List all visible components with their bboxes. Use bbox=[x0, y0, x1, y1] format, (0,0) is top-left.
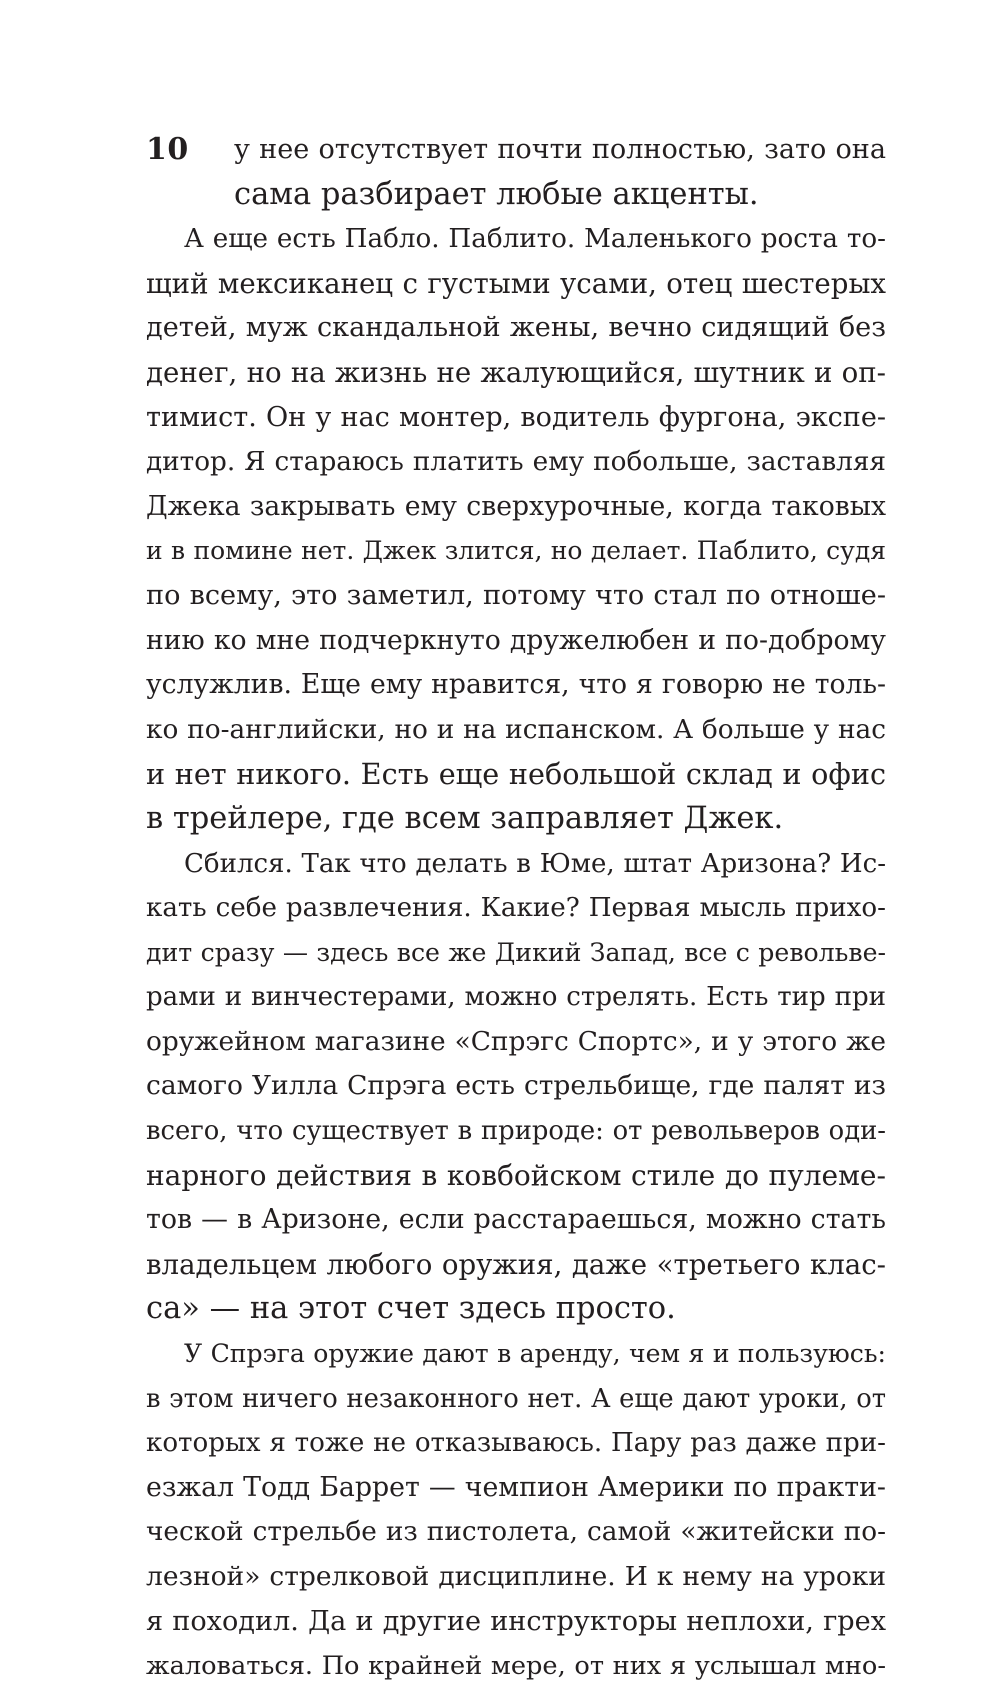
text-line: Сбился. Так что делать в Юме, штат Аризона? Ис- bbox=[184, 848, 886, 879]
page-number: 10 bbox=[146, 132, 189, 167]
text-line: ко по-английски, но и на испанском. А больше у нас bbox=[146, 714, 886, 745]
text-line: нию ко мне подчеркнуто дружелюбен и по-доброму bbox=[146, 624, 886, 656]
text-line: владельцем любого оружия, даже «третьего клас- bbox=[146, 1247, 886, 1281]
text-line: и нет никого. Есть еще небольшой склад и офис bbox=[146, 757, 886, 792]
text-line: денег, но на жизнь не жалующийся, шутник и оп- bbox=[146, 355, 886, 389]
text-line: услужлив. Еще ему нравится, что я говорю не толь- bbox=[146, 669, 886, 701]
text-line: самого Уилла Спрэга есть стрельбище, где палят из bbox=[146, 1070, 886, 1102]
text-line: тимист. Он у нас монтер, водитель фургона, экспе- bbox=[146, 401, 886, 433]
text-line: А еще есть Пабло. Паблито. Маленького роста то- bbox=[184, 224, 886, 255]
text-line: дит сразу — здесь все же Дикий Запад, все с револьве- bbox=[146, 937, 886, 967]
text-line: жаловаться. По крайней мере, от них я услышал мно- bbox=[146, 1651, 886, 1682]
text-line: в этом ничего незаконного нет. А еще дают уроки, от bbox=[146, 1383, 886, 1414]
text-line: нарного действия в ковбойском стиле до пулеме- bbox=[146, 1158, 886, 1192]
text-line: сама разбирает любые акценты. bbox=[234, 176, 759, 212]
text-line: ческой стрельбе из пистолета, самой «житейски по- bbox=[146, 1517, 886, 1548]
text-line: рами и винчестерами, можно стрелять. Есть тир при bbox=[146, 982, 886, 1013]
text-line: детей, муж скандальной жены, вечно сидящий без bbox=[146, 312, 886, 344]
text-line: лезной» стрелковой дисциплине. И к нему на уроки bbox=[146, 1561, 886, 1592]
text-line: езжал Тодд Баррет — чемпион Америки по практи- bbox=[146, 1471, 886, 1503]
body-text bbox=[146, 128, 886, 1689]
text-line: которых я тоже не отказываюсь. Пару раз даже при- bbox=[146, 1428, 886, 1459]
text-line: дитор. Я стараюсь платить ему побольше, заставляя bbox=[146, 447, 886, 478]
text-line: и в помине нет. Джек злится, но делает. Паблито, судя bbox=[146, 536, 886, 566]
text-line: са» — на этот счет здесь просто. bbox=[146, 1291, 676, 1327]
text-line: я походил. Да и другие инструкторы неплохи, грех bbox=[146, 1605, 886, 1637]
text-line: Джека закрывать ему сверхурочные, когда таковых bbox=[146, 490, 886, 522]
text-line: оружейном магазине «Спрэгс Спортс», и у этого же bbox=[146, 1026, 886, 1057]
text-line: в трейлере, где всем заправляет Джек. bbox=[146, 800, 784, 836]
text-line: щий мексиканец с густыми усами, отец шестерых bbox=[146, 266, 886, 300]
text-line: У Спрэга оружие дают в аренду, чем я и пользуюсь: bbox=[184, 1339, 886, 1369]
text-line: всего, что существует в природе: от револьверов оди- bbox=[146, 1116, 886, 1147]
text-line: тов — в Аризоне, если расстараешься, можно стать bbox=[146, 1204, 886, 1236]
text-line: у нее отсутствует почти полностью, зато она bbox=[234, 134, 886, 165]
text-line: кать себе развлечения. Какие? Первая мысль прихо- bbox=[146, 893, 886, 924]
text-line: по всему, это заметил, потому что стал по отноше- bbox=[146, 579, 886, 611]
